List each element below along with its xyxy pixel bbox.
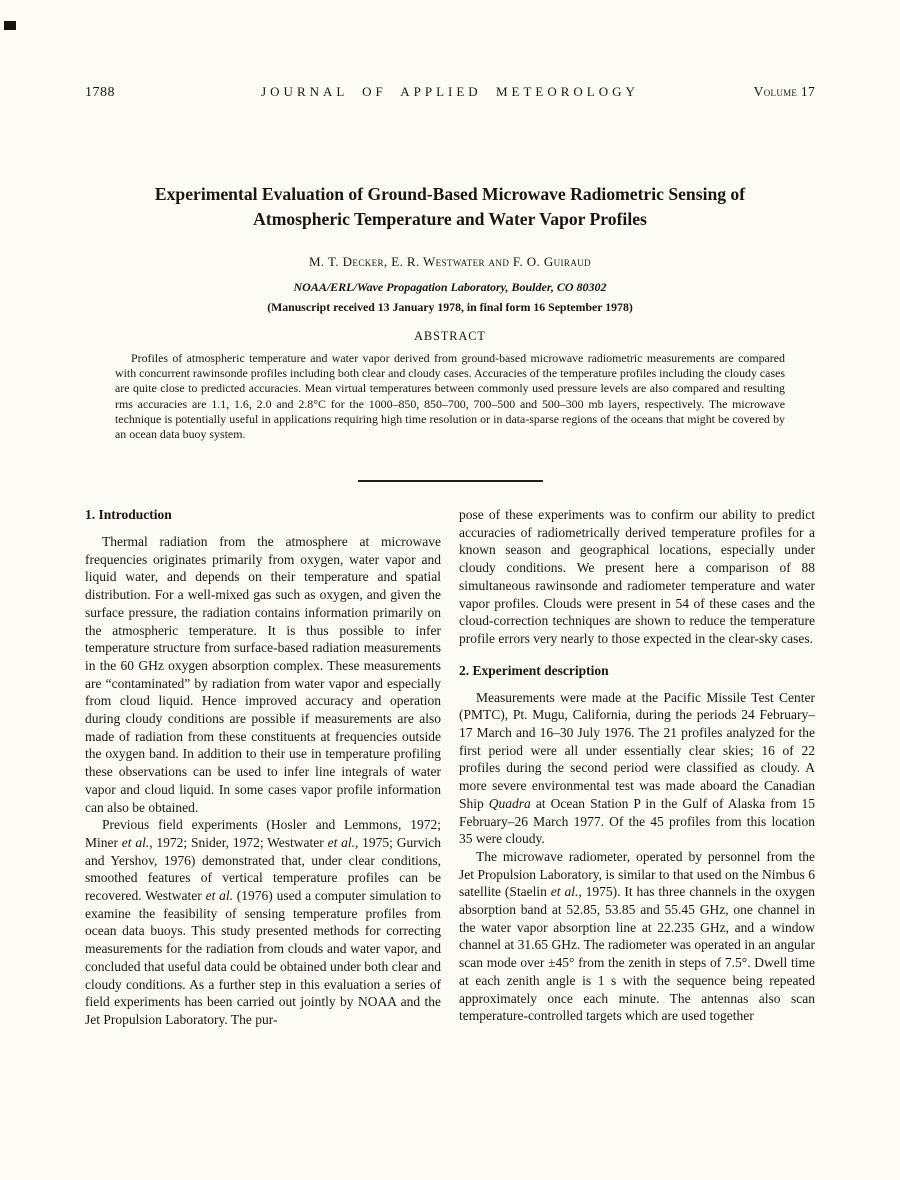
front-matter <box>85 182 815 442</box>
running-head <box>85 84 815 101</box>
abstract-heading: ABSTRACT <box>414 329 486 343</box>
page-number: 1788 <box>85 85 115 100</box>
paragraph: Measurements were made at the Pacific Missile Test Center (PMTC), Pt. Mugu, California, during the periods 24 February–17 March and 16–30 July 1976. The 21 profiles analyzed for the first period were all under essentially clear skies; 16 of 22 profiles during the second period were classified as cloudy. A more severe environmental test was made aboard the Canadian Ship Quadra at Ocean Station P in the Gulf of Alaska from 15 February–26 March 1977. Of the 45 profiles from this location 35 were cloudy. <box>459 689 815 847</box>
authors-line: M. T. Decker, E. R. Westwater and F. O. Guiraud <box>308 254 592 269</box>
body-columns <box>85 506 815 1029</box>
paragraph: Thermal radiation from the atmosphere at microwave frequencies originates primarily from oxygen, water vapor and liquid water, and depends on their temperature and spatial distribution. For a well-mixed gas such as oxygen, and given the surface pressure, the radiation contains information primarily on the atmospheric temperature. It is thus possible to infer temperature structure from surface-based radiation measurements in the 60 GHz oxygen absorption complex. These measurements are “contaminated” by radiation from water vapor and especially from cloud liquid. Hence improved accuracy and operation during cloudy conditions are possible if measurements are also made of radiation from these constituents at frequencies outside the oxygen band. In addition to their use in temperature profiling these observations can be used to infer line integrals of water vapor and cloud liquid. In some cases vapor profile information can also be obtained. <box>85 534 441 815</box>
abstract-text: Profiles of atmospheric temperature and water vapor derived from ground-based microwave radiometric measurements are compared with concurrent rawinsonde profiles including both clear and cloudy cases. Accuracies of the temperature profiles including the cloudy cases are quite close to predicted accuracies. Mean virtual temperatures between commonly used pressure levels are also compared and resulting rms accuracies are 1.1, 1.6, 2.0 and 2.8°C for the 1000–850, 850–700, 700–500 and 500–300 mb layers, respectively. The microwave technique is potentially useful in applications requiring high time resolution or in data-sparse regions of the oceans that might be covered by an ocean data buoy system. <box>115 351 785 442</box>
right-column <box>459 506 815 1029</box>
section-heading: 2. Experiment description <box>459 662 609 678</box>
paragraph: The microwave radiometer, operated by personnel from the Jet Propulsion Laboratory, is similar to that used on the Nimbus 6 satellite (Staelin et al., 1975). It has three channels in the oxygen absorption band at 52.85, 53.85 and 55.45 GHz, one channel in the water vapor absorption line at 22.235 GHz, and a window channel at 31.65 GHz. The radiometer was operated in an angular scan mode over ±45° from the zenith in steps of 7.5°. Dwell time at each zenith angle is 1 s with the sequence being repeated approximately once each minute. The antennas also scan temperature-controlled targets which are used together <box>459 848 816 1024</box>
section-heading: 1. Introduction <box>85 507 172 522</box>
manuscript-note: (Manuscript received 13 January 1978, in final form 16 September 1978) <box>267 300 633 314</box>
paper-title: Experimental Evaluation of Ground-Based Microwave Radiometric Sensing of Atmospheric Temperature and Water Vapor Profiles <box>154 184 746 229</box>
affiliation-line: NOAA/ERL/Wave Propagation Laboratory, Boulder, CO 80302 <box>293 280 607 294</box>
paragraph: pose of these experiments was to confirm our ability to predict accuracies of radiometrically derived temperature profiles for a known season and geographical locations, especially under cloudy conditions. We present here a comparison of 88 simultaneous rawinsonde and radiometer temperature and water vapor profiles. Clouds were present in 54 of these cases and the cloud-correction techniques are shown to reduce the temperature profile errors very nearly to those expected in the clear-sky cases. <box>459 507 815 646</box>
scan-artifact-mark <box>4 21 16 30</box>
journal-name: JOURNAL OF APPLIED METEOROLOGY <box>261 84 639 99</box>
paragraph: Previous field experiments (Hosler and Lemmons, 1972; Miner et al., 1972; Snider, 1972; Westwater et al., 1975; Gurvich and Yershov, 1976) demonstrated that, under clear conditions, smoothed features of vertical temperature profiles can be recovered. Westwater et al. (1976) used a computer simulation to examine the feasibility of sensing temperature profiles from ocean data buoys. This study presented methods for correcting measurements for the radiation from clouds and water vapor, and concluded that useful data could be obtained under both clear and cloudy conditions. As a further step in this evaluation a series of field experiments has been carried out jointly by NOAA and the Jet Propulsion Laboratory. The pur- <box>85 817 441 1027</box>
separator-rule <box>358 480 543 482</box>
left-column <box>85 506 441 1029</box>
volume-label: Volume 17 <box>753 84 815 99</box>
